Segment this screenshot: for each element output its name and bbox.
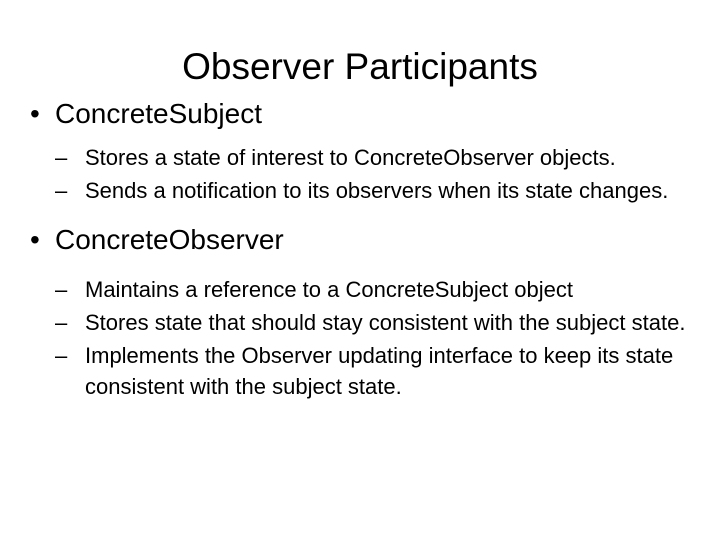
sub-bullet-text: Stores state that should stay consistent with the subject state. — [85, 310, 686, 335]
bullet-heading: ConcreteSubject — [55, 98, 263, 129]
sub-bullet-text: Sends a notification to its observers when its state changes. — [85, 178, 669, 203]
bullet-concrete-observer — [30, 222, 700, 258]
sub-bullet — [30, 274, 700, 305]
dash-icon: – — [55, 145, 68, 170]
dash-icon: – — [55, 277, 68, 302]
sub-bullet — [30, 340, 700, 402]
dash-icon: – — [55, 343, 68, 368]
sub-bullet — [30, 175, 700, 206]
slide-body — [30, 96, 700, 402]
slide-title: Observer Participants — [182, 46, 538, 87]
bullet-concrete-subject — [30, 96, 700, 132]
bullet-dot-icon: • — [30, 224, 40, 255]
dash-icon: – — [55, 310, 68, 335]
sub-bullet-text: Implements the Observer updating interface to keep its state consistent with the subject state. — [85, 343, 674, 399]
sub-bullet-text: Maintains a reference to a ConcreteSubject object — [85, 277, 573, 302]
sub-bullet — [30, 307, 700, 338]
bullet-heading: ConcreteObserver — [55, 224, 284, 255]
sub-list — [30, 274, 700, 402]
sub-list — [30, 142, 700, 206]
sub-bullet-text: Stores a state of interest to ConcreteObserver objects. — [85, 145, 616, 170]
sub-bullet — [30, 142, 700, 173]
bullet-dot-icon: • — [30, 98, 40, 129]
dash-icon: – — [55, 178, 68, 203]
